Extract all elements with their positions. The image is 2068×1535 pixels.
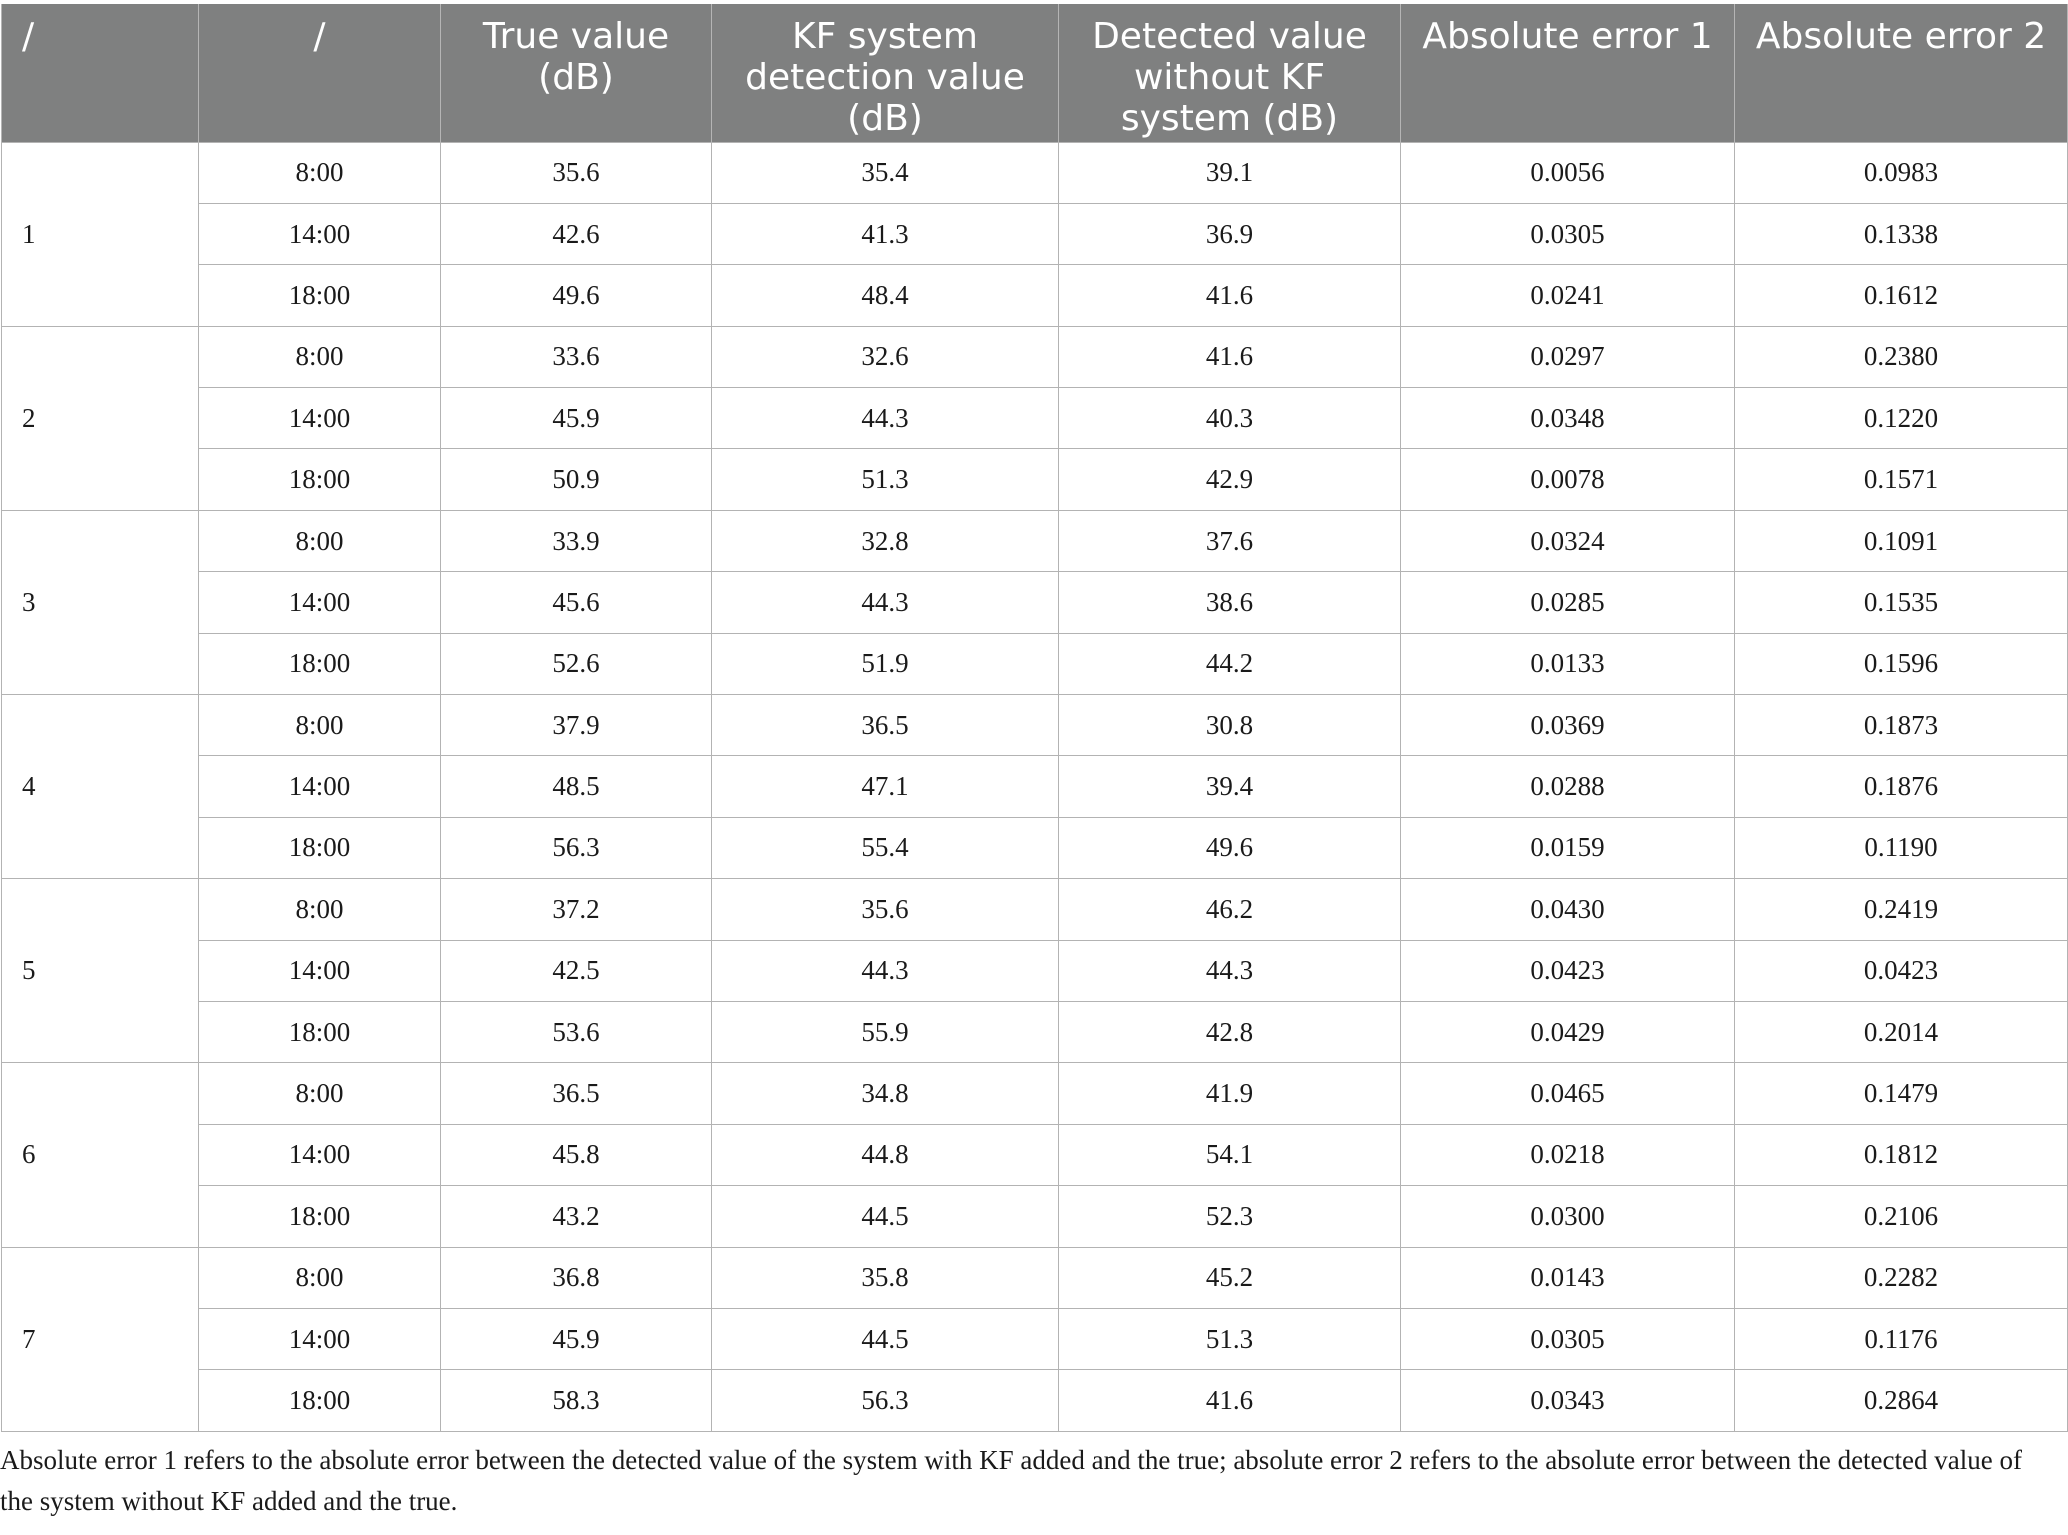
- time-cell: 18:00: [199, 633, 441, 694]
- true-value-cell: 58.3: [441, 1370, 712, 1431]
- no-kf-value-cell: 51.3: [1059, 1308, 1401, 1369]
- table-row: [2, 1247, 2068, 1308]
- absolute-error-2-cell: 0.2419: [1735, 879, 2068, 940]
- kf-value-cell: 44.3: [712, 388, 1059, 449]
- absolute-error-2-cell: 0.1596: [1735, 633, 2068, 694]
- kf-value-cell: 36.5: [712, 695, 1059, 756]
- no-kf-value-cell: 36.9: [1059, 203, 1401, 264]
- true-value-cell: 56.3: [441, 817, 712, 878]
- absolute-error-2-cell: 0.1535: [1735, 572, 2068, 633]
- table-row: [2, 1370, 2068, 1431]
- absolute-error-1-cell: 0.0056: [1401, 142, 1735, 203]
- true-value-cell: 49.6: [441, 265, 712, 326]
- table-row: [2, 633, 2068, 694]
- no-kf-value-cell: 41.9: [1059, 1063, 1401, 1124]
- absolute-error-1-cell: 0.0143: [1401, 1247, 1735, 1308]
- group-id-cell: 1: [2, 142, 199, 326]
- absolute-error-1-cell: 0.0305: [1401, 1308, 1735, 1369]
- no-kf-value-cell: 41.6: [1059, 326, 1401, 387]
- header-true-value: True value (dB): [441, 4, 712, 142]
- kf-value-cell: 47.1: [712, 756, 1059, 817]
- kf-value-cell: 44.5: [712, 1186, 1059, 1247]
- kf-value-cell: 56.3: [712, 1370, 1059, 1431]
- group-id-cell: 3: [2, 510, 199, 694]
- table-row: [2, 1308, 2068, 1369]
- time-cell: 18:00: [199, 1370, 441, 1431]
- true-value-cell: 45.6: [441, 572, 712, 633]
- table-row: [2, 203, 2068, 264]
- time-cell: 18:00: [199, 449, 441, 510]
- table-row: [2, 1124, 2068, 1185]
- no-kf-value-cell: 40.3: [1059, 388, 1401, 449]
- table-row: [2, 572, 2068, 633]
- no-kf-value-cell: 41.6: [1059, 265, 1401, 326]
- kf-value-cell: 48.4: [712, 265, 1059, 326]
- header-group: /: [2, 4, 199, 142]
- true-value-cell: 37.2: [441, 879, 712, 940]
- absolute-error-1-cell: 0.0288: [1401, 756, 1735, 817]
- table-row: [2, 265, 2068, 326]
- group-id-cell: 4: [2, 695, 199, 879]
- table-footnote: Absolute error 1 refers to the absolute error between the detected value of the system with KF added and the true; absolute error 2 refers to the absolute error between the detected value of the system without KF added and the true.: [0, 1444, 2022, 1516]
- absolute-error-2-cell: 0.1220: [1735, 388, 2068, 449]
- time-cell: 18:00: [199, 265, 441, 326]
- table-row: [2, 1001, 2068, 1062]
- kf-value-cell: 44.3: [712, 940, 1059, 1001]
- no-kf-value-cell: 45.2: [1059, 1247, 1401, 1308]
- time-cell: 14:00: [199, 1124, 441, 1185]
- kf-value-cell: 44.8: [712, 1124, 1059, 1185]
- absolute-error-2-cell: 0.0983: [1735, 142, 2068, 203]
- absolute-error-1-cell: 0.0297: [1401, 326, 1735, 387]
- kf-value-cell: 51.3: [712, 449, 1059, 510]
- no-kf-value-cell: 37.6: [1059, 510, 1401, 571]
- group-id-cell: 6: [2, 1063, 199, 1247]
- table-row: [2, 695, 2068, 756]
- no-kf-value-cell: 44.3: [1059, 940, 1401, 1001]
- absolute-error-1-cell: 0.0305: [1401, 203, 1735, 264]
- time-cell: 14:00: [199, 756, 441, 817]
- time-cell: 8:00: [199, 510, 441, 571]
- table-row: [2, 326, 2068, 387]
- time-cell: 14:00: [199, 1308, 441, 1369]
- table-row: [2, 449, 2068, 510]
- time-cell: 8:00: [199, 879, 441, 940]
- absolute-error-2-cell: 0.1190: [1735, 817, 2068, 878]
- absolute-error-1-cell: 0.0300: [1401, 1186, 1735, 1247]
- table-row: [2, 940, 2068, 1001]
- kf-value-cell: 35.8: [712, 1247, 1059, 1308]
- time-cell: 14:00: [199, 940, 441, 1001]
- absolute-error-2-cell: 0.2282: [1735, 1247, 2068, 1308]
- no-kf-value-cell: 49.6: [1059, 817, 1401, 878]
- true-value-cell: 53.6: [441, 1001, 712, 1062]
- no-kf-value-cell: 52.3: [1059, 1186, 1401, 1247]
- no-kf-value-cell: 54.1: [1059, 1124, 1401, 1185]
- kf-value-cell: 34.8: [712, 1063, 1059, 1124]
- table-row: [2, 142, 2068, 203]
- true-value-cell: 42.6: [441, 203, 712, 264]
- absolute-error-1-cell: 0.0133: [1401, 633, 1735, 694]
- kf-value-cell: 32.6: [712, 326, 1059, 387]
- absolute-error-2-cell: 0.1091: [1735, 510, 2068, 571]
- header-detected-without-kf: Detected value without KF system (dB): [1059, 4, 1401, 142]
- time-cell: 8:00: [199, 695, 441, 756]
- true-value-cell: 43.2: [441, 1186, 712, 1247]
- no-kf-value-cell: 42.8: [1059, 1001, 1401, 1062]
- group-id-cell: 7: [2, 1247, 199, 1431]
- absolute-error-1-cell: 0.0423: [1401, 940, 1735, 1001]
- absolute-error-2-cell: 0.1876: [1735, 756, 2068, 817]
- no-kf-value-cell: 39.1: [1059, 142, 1401, 203]
- absolute-error-1-cell: 0.0324: [1401, 510, 1735, 571]
- kf-value-cell: 55.4: [712, 817, 1059, 878]
- kf-value-cell: 35.6: [712, 879, 1059, 940]
- time-cell: 14:00: [199, 203, 441, 264]
- absolute-error-1-cell: 0.0465: [1401, 1063, 1735, 1124]
- table-body: [2, 142, 2068, 1431]
- group-id-cell: 2: [2, 326, 199, 510]
- absolute-error-2-cell: 0.2380: [1735, 326, 2068, 387]
- time-cell: 18:00: [199, 1001, 441, 1062]
- absolute-error-2-cell: 0.0423: [1735, 940, 2068, 1001]
- true-value-cell: 45.9: [441, 388, 712, 449]
- absolute-error-2-cell: 0.2864: [1735, 1370, 2068, 1431]
- no-kf-value-cell: 39.4: [1059, 756, 1401, 817]
- no-kf-value-cell: 38.6: [1059, 572, 1401, 633]
- time-cell: 8:00: [199, 142, 441, 203]
- absolute-error-2-cell: 0.2106: [1735, 1186, 2068, 1247]
- table-header: [2, 4, 2068, 142]
- true-value-cell: 33.6: [441, 326, 712, 387]
- kf-value-cell: 41.3: [712, 203, 1059, 264]
- absolute-error-1-cell: 0.0343: [1401, 1370, 1735, 1431]
- no-kf-value-cell: 42.9: [1059, 449, 1401, 510]
- true-value-cell: 33.9: [441, 510, 712, 571]
- header-kf-detection-value: KF system detection value (dB): [712, 4, 1059, 142]
- true-value-cell: 35.6: [441, 142, 712, 203]
- time-cell: 8:00: [199, 326, 441, 387]
- header-row: [2, 4, 2068, 142]
- time-cell: 18:00: [199, 817, 441, 878]
- absolute-error-1-cell: 0.0348: [1401, 388, 1735, 449]
- table-row: [2, 879, 2068, 940]
- true-value-cell: 37.9: [441, 695, 712, 756]
- absolute-error-1-cell: 0.0241: [1401, 265, 1735, 326]
- absolute-error-2-cell: 0.1873: [1735, 695, 2068, 756]
- absolute-error-2-cell: 0.1176: [1735, 1308, 2068, 1369]
- absolute-error-2-cell: 0.1338: [1735, 203, 2068, 264]
- absolute-error-1-cell: 0.0369: [1401, 695, 1735, 756]
- kf-value-cell: 44.5: [712, 1308, 1059, 1369]
- time-cell: 18:00: [199, 1186, 441, 1247]
- true-value-cell: 45.9: [441, 1308, 712, 1369]
- kf-value-cell: 55.9: [712, 1001, 1059, 1062]
- true-value-cell: 42.5: [441, 940, 712, 1001]
- table-row: [2, 388, 2068, 449]
- time-cell: 8:00: [199, 1247, 441, 1308]
- true-value-cell: 48.5: [441, 756, 712, 817]
- absolute-error-1-cell: 0.0285: [1401, 572, 1735, 633]
- header-absolute-error-1: Absolute error 1: [1401, 4, 1735, 142]
- true-value-cell: 45.8: [441, 1124, 712, 1185]
- table-row: [2, 1063, 2068, 1124]
- absolute-error-1-cell: 0.0429: [1401, 1001, 1735, 1062]
- true-value-cell: 52.6: [441, 633, 712, 694]
- no-kf-value-cell: 46.2: [1059, 879, 1401, 940]
- no-kf-value-cell: 44.2: [1059, 633, 1401, 694]
- kf-value-cell: 35.4: [712, 142, 1059, 203]
- kf-value-cell: 44.3: [712, 572, 1059, 633]
- absolute-error-1-cell: 0.0078: [1401, 449, 1735, 510]
- true-value-cell: 36.8: [441, 1247, 712, 1308]
- table-row: [2, 817, 2068, 878]
- absolute-error-2-cell: 0.1612: [1735, 265, 2068, 326]
- absolute-error-2-cell: 0.1479: [1735, 1063, 2068, 1124]
- absolute-error-2-cell: 0.1812: [1735, 1124, 2068, 1185]
- absolute-error-2-cell: 0.1571: [1735, 449, 2068, 510]
- table-row: [2, 756, 2068, 817]
- absolute-error-1-cell: 0.0218: [1401, 1124, 1735, 1185]
- time-cell: 8:00: [199, 1063, 441, 1124]
- no-kf-value-cell: 30.8: [1059, 695, 1401, 756]
- table-row: [2, 1186, 2068, 1247]
- no-kf-value-cell: 41.6: [1059, 1370, 1401, 1431]
- time-cell: 14:00: [199, 388, 441, 449]
- absolute-error-1-cell: 0.0430: [1401, 879, 1735, 940]
- header-time: /: [199, 4, 441, 142]
- table-row: [2, 510, 2068, 571]
- header-absolute-error-2: Absolute error 2: [1735, 4, 2068, 142]
- time-cell: 14:00: [199, 572, 441, 633]
- group-id-cell: 5: [2, 879, 199, 1063]
- results-table: [1, 4, 2068, 1432]
- kf-value-cell: 51.9: [712, 633, 1059, 694]
- true-value-cell: 36.5: [441, 1063, 712, 1124]
- true-value-cell: 50.9: [441, 449, 712, 510]
- kf-value-cell: 32.8: [712, 510, 1059, 571]
- absolute-error-2-cell: 0.2014: [1735, 1001, 2068, 1062]
- absolute-error-1-cell: 0.0159: [1401, 817, 1735, 878]
